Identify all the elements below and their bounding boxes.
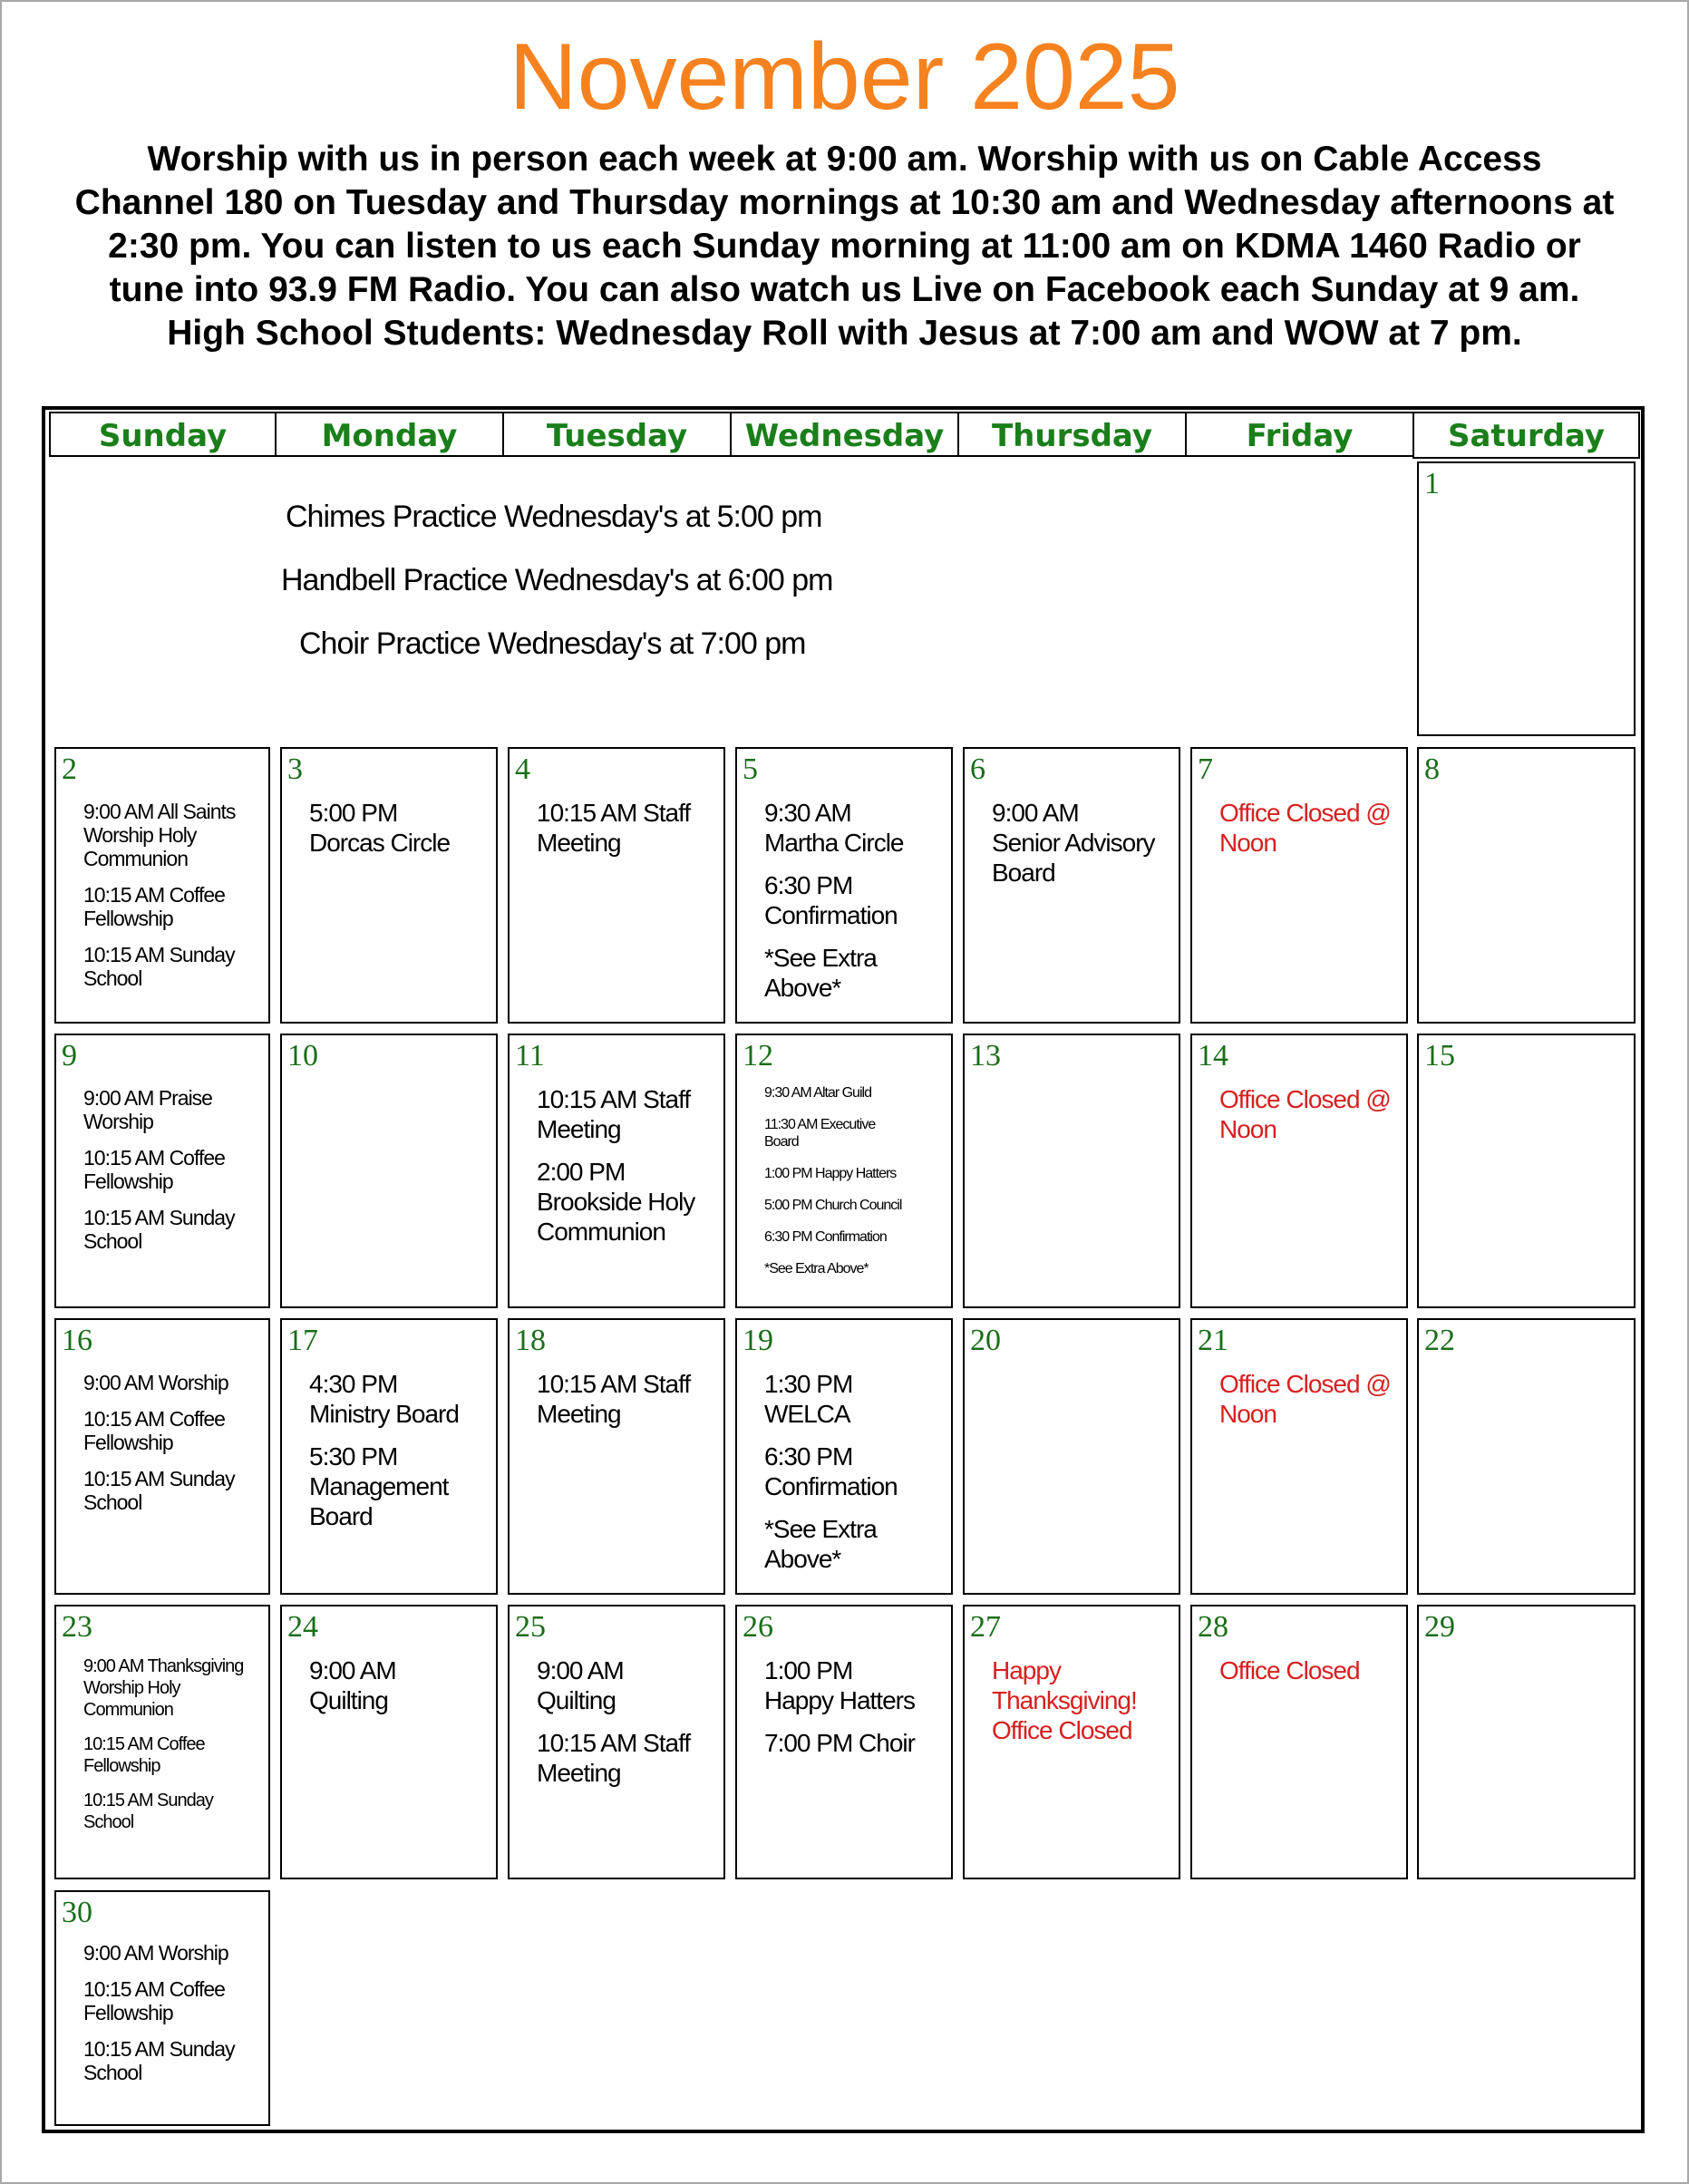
day-cell[interactable] bbox=[735, 1605, 953, 1879]
day-cell[interactable] bbox=[508, 1034, 725, 1308]
event-list bbox=[309, 798, 489, 870]
event-list bbox=[83, 1655, 261, 1846]
event-list bbox=[764, 798, 944, 1015]
worship-info-line: tune into 93.9 FM Radio. You can also watch us Live on Facebook each Sunday at 9 am. bbox=[109, 270, 1580, 309]
day-cell[interactable] bbox=[735, 1318, 953, 1595]
weekday-header-friday: Friday bbox=[1185, 412, 1412, 457]
worship-info-line: Channel 180 on Tuesday and Thursday mornings at 10:30 am and Wednesday afternoons at bbox=[74, 183, 1615, 222]
calendar-title: November 2025 bbox=[509, 24, 1180, 130]
day-cell[interactable] bbox=[280, 747, 498, 1024]
worship-info-line: Worship with us in person each week at 9:00 am. Worship with us on Cable Access bbox=[147, 140, 1542, 179]
event: Office Closed @ Noon bbox=[1219, 1370, 1391, 1428]
event: *See Extra Above* bbox=[764, 1515, 877, 1573]
event: 5:00 PM Church Council bbox=[764, 1198, 902, 1213]
day-number: 29 bbox=[1424, 1610, 1455, 1644]
event: 11:30 AM Executive Board bbox=[764, 1117, 876, 1150]
event: 10:15 AM Sunday School bbox=[83, 1206, 235, 1253]
event-list bbox=[83, 1941, 261, 2097]
weekday-header-sunday: Sunday bbox=[49, 412, 275, 457]
day-number: 3 bbox=[287, 752, 303, 786]
event: 10:15 AM Sunday School bbox=[83, 1467, 235, 1514]
event-list bbox=[1219, 1084, 1399, 1157]
day-cell[interactable] bbox=[508, 1605, 725, 1879]
event: 9:30 AM Altar Guild bbox=[764, 1085, 871, 1101]
event: 9:00 AM Thanksgiving Worship Holy Communion bbox=[83, 1656, 244, 1720]
day-number: 2 bbox=[62, 752, 77, 786]
day-cell[interactable] bbox=[1417, 747, 1636, 1024]
event-list bbox=[537, 1084, 716, 1259]
event: 10:15 AM Coffee Fellowship bbox=[83, 883, 225, 930]
event: 10:15 AM Coffee Fellowship bbox=[83, 1734, 205, 1776]
day-cell[interactable] bbox=[963, 1034, 1180, 1308]
weekday-header-saturday: Saturday bbox=[1412, 412, 1640, 459]
day-cell[interactable] bbox=[508, 747, 725, 1024]
day-cell[interactable] bbox=[963, 1605, 1180, 1879]
event: 1:00 PM Happy Hatters bbox=[764, 1166, 897, 1181]
day-number: 10 bbox=[287, 1039, 318, 1073]
event: 10:15 AM Sunday School bbox=[83, 1791, 213, 1832]
day-cell[interactable] bbox=[54, 1890, 270, 2126]
day-cell[interactable] bbox=[1417, 461, 1636, 736]
event: 5:00 PM Dorcas Circle bbox=[309, 799, 451, 857]
event: 10:15 AM Staff Meeting bbox=[537, 1085, 691, 1143]
event: 2:00 PM Brookside Holy Communion bbox=[537, 1158, 695, 1246]
day-number: 11 bbox=[515, 1039, 545, 1073]
event-list bbox=[83, 800, 261, 1003]
day-number: 4 bbox=[515, 752, 530, 786]
day-cell[interactable] bbox=[54, 747, 270, 1024]
day-number: 9 bbox=[62, 1039, 77, 1073]
event-list bbox=[83, 1371, 261, 1527]
weekday-header-wednesday: Wednesday bbox=[730, 412, 957, 457]
event: *See Extra Above* bbox=[764, 944, 877, 1002]
day-cell[interactable] bbox=[963, 747, 1180, 1024]
practice-note: Chimes Practice Wednesday's at 5:00 pm bbox=[286, 500, 822, 534]
event: 6:30 PM Confirmation bbox=[764, 1442, 898, 1500]
event: 9:00 AM Worship bbox=[83, 1941, 228, 1965]
day-number: 5 bbox=[743, 752, 758, 786]
practice-notes bbox=[236, 490, 888, 680]
event: 5:30 PM Management Board bbox=[309, 1442, 449, 1530]
day-cell[interactable] bbox=[1417, 1605, 1636, 1879]
event: 9:00 AM Worship bbox=[83, 1371, 228, 1394]
day-number: 14 bbox=[1198, 1039, 1228, 1073]
day-cell[interactable] bbox=[1190, 1034, 1408, 1308]
event: 9:00 AM Praise Worship bbox=[83, 1086, 212, 1133]
practice-note: Handbell Practice Wednesday's at 6:00 pm bbox=[281, 563, 833, 597]
event: 9:00 AM Quilting bbox=[309, 1656, 396, 1714]
day-cell[interactable] bbox=[1190, 1318, 1408, 1595]
event-list bbox=[764, 1084, 944, 1292]
day-number: 28 bbox=[1198, 1610, 1228, 1644]
day-cell[interactable] bbox=[280, 1034, 498, 1308]
event-list bbox=[537, 1369, 716, 1441]
event-list bbox=[992, 1655, 1171, 1758]
event-list bbox=[1219, 1369, 1399, 1441]
day-cell[interactable] bbox=[1190, 747, 1408, 1024]
day-number: 7 bbox=[1198, 752, 1213, 786]
event: 6:30 PM Confirmation bbox=[764, 871, 898, 929]
day-number: 27 bbox=[970, 1610, 1001, 1644]
day-number: 26 bbox=[743, 1610, 773, 1644]
event: 9:00 AM Quilting bbox=[537, 1656, 624, 1714]
weekday-header-monday: Monday bbox=[275, 412, 502, 457]
event-list bbox=[992, 798, 1171, 900]
event: 10:15 AM Staff Meeting bbox=[537, 1370, 691, 1428]
day-number: 17 bbox=[287, 1324, 318, 1357]
practice-note: Choir Practice Wednesday's at 7:00 pm bbox=[299, 626, 806, 661]
event: 1:30 PM WELCA bbox=[764, 1370, 853, 1428]
event: 10:15 AM Coffee Fellowship bbox=[83, 1407, 225, 1454]
event: 1:00 PM Happy Hatters bbox=[764, 1656, 915, 1714]
worship-info-line: High School Students: Wednesday Roll with Jesus at 7:00 am and WOW at 7 pm. bbox=[167, 314, 1522, 353]
weekday-header-thursday: Thursday bbox=[957, 412, 1185, 457]
event: 10:15 AM Coffee Fellowship bbox=[83, 1146, 225, 1193]
worship-info bbox=[36, 138, 1653, 355]
day-cell[interactable] bbox=[508, 1318, 725, 1595]
day-number: 8 bbox=[1424, 752, 1440, 786]
event: 10:15 AM Coffee Fellowship bbox=[83, 1977, 225, 2024]
event: Office Closed @ Noon bbox=[1219, 1085, 1391, 1143]
event: Office Closed bbox=[1219, 1656, 1360, 1684]
event: Office Closed @ Noon bbox=[1219, 799, 1391, 857]
day-number: 23 bbox=[62, 1610, 92, 1644]
day-number: 30 bbox=[62, 1896, 92, 1929]
day-number: 21 bbox=[1198, 1324, 1228, 1357]
day-number: 22 bbox=[1424, 1324, 1455, 1357]
weekday-header-tuesday: Tuesday bbox=[502, 412, 730, 457]
event-list bbox=[1219, 798, 1399, 870]
day-cell[interactable] bbox=[54, 1318, 270, 1595]
event: Happy Thanksgiving! Office Closed bbox=[992, 1656, 1137, 1744]
day-cell[interactable] bbox=[280, 1605, 498, 1879]
day-number: 19 bbox=[743, 1324, 773, 1357]
day-cell[interactable] bbox=[1417, 1034, 1636, 1308]
event: *See Extra Above* bbox=[764, 1261, 869, 1276]
event-list bbox=[83, 1086, 261, 1266]
event-list bbox=[1219, 1655, 1399, 1698]
event: 10:15 AM Staff Meeting bbox=[537, 1729, 691, 1787]
event: 6:30 PM Confirmation bbox=[764, 1229, 887, 1245]
event: 7:00 PM Choir bbox=[764, 1729, 915, 1757]
day-number: 15 bbox=[1424, 1039, 1455, 1073]
day-cell[interactable] bbox=[735, 747, 953, 1024]
day-number: 1 bbox=[1424, 467, 1440, 500]
event: 10:15 AM Sunday School bbox=[83, 943, 235, 990]
day-number: 16 bbox=[62, 1324, 92, 1357]
event: 4:30 PM Ministry Board bbox=[309, 1370, 459, 1428]
day-number: 12 bbox=[743, 1039, 773, 1073]
day-number: 25 bbox=[515, 1610, 546, 1644]
event: 10:15 AM Staff Meeting bbox=[537, 799, 691, 857]
day-cell[interactable] bbox=[54, 1034, 270, 1308]
day-cell[interactable] bbox=[735, 1034, 953, 1308]
day-cell[interactable] bbox=[54, 1605, 270, 1879]
day-number: 18 bbox=[515, 1324, 546, 1357]
event-list bbox=[764, 1655, 944, 1771]
event-list bbox=[309, 1655, 489, 1728]
day-number: 6 bbox=[970, 752, 985, 786]
event-list bbox=[537, 1655, 716, 1801]
event-list bbox=[309, 1369, 489, 1544]
day-number: 24 bbox=[287, 1610, 318, 1644]
day-number: 13 bbox=[970, 1039, 1001, 1073]
worship-info-line: 2:30 pm. You can listen to us each Sunday morning at 11:00 am on KDMA 1460 Radio or bbox=[108, 227, 1581, 266]
day-cell[interactable] bbox=[1190, 1605, 1408, 1879]
event: 9:30 AM Martha Circle bbox=[764, 799, 904, 857]
day-cell[interactable] bbox=[963, 1318, 1180, 1595]
event: 10:15 AM Sunday School bbox=[83, 2037, 235, 2084]
event: 9:00 AM Senior Advisory Board bbox=[992, 799, 1155, 887]
day-cell[interactable] bbox=[1417, 1318, 1636, 1595]
event: 9:00 AM All Saints Worship Holy Communion bbox=[83, 800, 236, 870]
event-list bbox=[764, 1369, 944, 1587]
day-number: 20 bbox=[970, 1324, 1001, 1357]
event-list bbox=[537, 798, 716, 870]
day-cell[interactable] bbox=[280, 1318, 498, 1595]
